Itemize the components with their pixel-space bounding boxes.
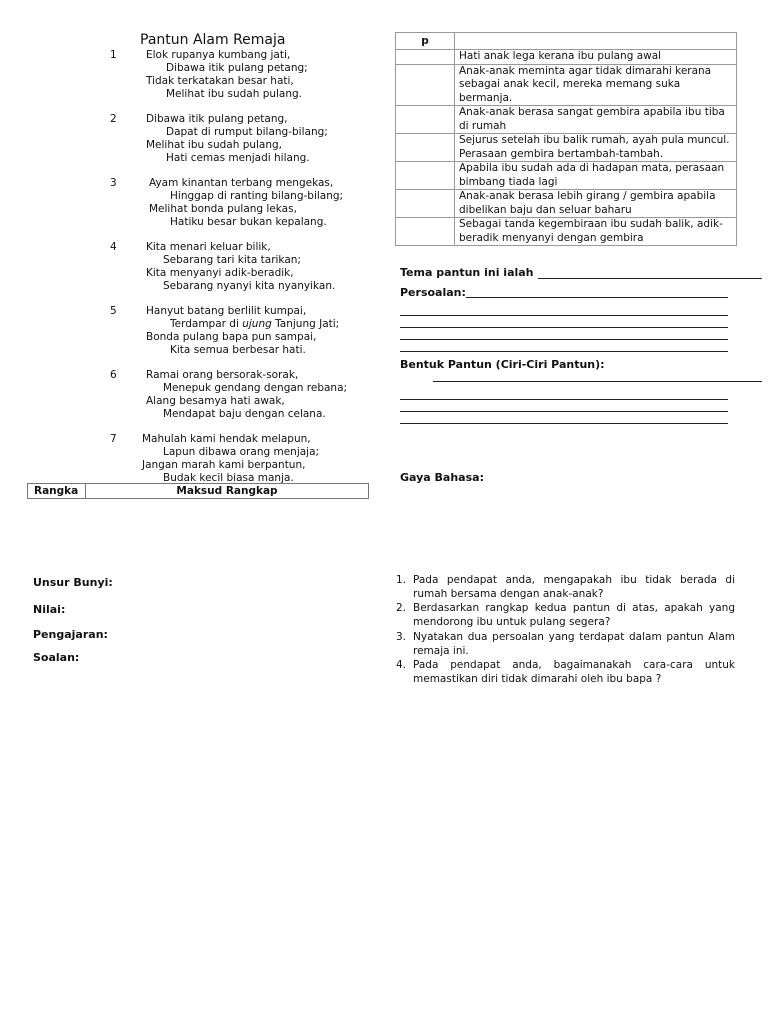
unsur-bunyi-label: Unsur Bunyi: [33, 576, 113, 589]
question-text: Pada pendapat anda, mengapakah ibu tidak berada di rumah bersama dengan anak-anak? [413, 574, 735, 600]
question-item [396, 659, 735, 686]
poem-line: Dapat di rumput bilang-bilang; [166, 126, 328, 138]
question-number: 2. [396, 602, 407, 615]
poem-line: Ramai orang bersorak-sorak, [146, 369, 299, 381]
stanza-number: 1 [110, 49, 117, 61]
meaning-table-header-value [455, 33, 737, 50]
persoalan-label: Persoalan: [400, 286, 466, 299]
poem-line: Menepuk gendang dengan rebana; [163, 382, 348, 394]
poem-line: Kita menyanyi adik-beradik, [146, 267, 294, 279]
poem-line: Dibawa itik pulang petang, [146, 113, 288, 125]
poem-line: Melihat bonda pulang lekas, [149, 203, 297, 215]
poem-line-italic: ujung [242, 318, 272, 330]
meaning-cell: Anak-anak meminta agar tidak dimarahi kerana sebagai anak kecil, mereka memang suka bermanja. [455, 64, 737, 106]
meaning-table-header-key: p [396, 33, 455, 50]
bentuk-answer-line[interactable] [400, 399, 728, 400]
persoalan-answer-line[interactable] [400, 315, 728, 316]
poem-line: Alang besamya hati awak, [146, 395, 285, 407]
meaning-cell: Sebagai tanda kegembiraan ibu sudah balik, adik-beradik menyanyi dengan gembira [455, 218, 737, 246]
poem-line: Melihat ibu sudah pulang. [166, 88, 303, 100]
table-row [396, 134, 737, 162]
bentuk-answer-line[interactable] [400, 411, 728, 412]
table-row [396, 50, 737, 65]
poem-line [170, 318, 339, 331]
table-row [396, 162, 737, 190]
poem-line: Lapun dibawa orang menjaja; [163, 446, 320, 458]
table-row [396, 218, 737, 246]
persoalan-answer-line[interactable] [400, 351, 728, 352]
tema-answer-line[interactable] [538, 278, 762, 279]
poem-line: Jangan marah kami berpantun, [142, 459, 306, 471]
poem-line: Sebarang tari kita tarikan; [163, 254, 301, 266]
maksud-rangkap-header: Maksud Rangkap [176, 485, 278, 497]
question-text: Pada pendapat anda, bagaimanakah cara-cara untuk memastikan diri tidak dimarahi oleh ibu bapa ? [413, 659, 735, 685]
persoalan-answer-line[interactable] [466, 297, 728, 298]
poem-line: Hanyut batang berlilit kumpai, [146, 305, 307, 317]
poem-line-part: Terdampar di [170, 318, 239, 330]
poem-line: Budak kecil biasa manja. [163, 472, 294, 484]
poem-line: Kita semua berbesar hati. [170, 344, 306, 356]
bentuk-answer-line[interactable] [433, 381, 762, 382]
poem-title: Pantun Alam Remaja [140, 32, 286, 48]
persoalan-answer-line[interactable] [400, 339, 728, 340]
nilai-label: Nilai: [33, 603, 66, 616]
poem-line: Melihat ibu sudah pulang, [146, 139, 283, 151]
table-row [396, 190, 737, 218]
stanza-number: 2 [110, 113, 117, 125]
soalan-label: Soalan: [33, 651, 80, 664]
poem-line: Hinggap di ranting bilang-bilang; [170, 190, 344, 202]
poem-line: Tidak terkatakan besar hati, [146, 75, 294, 87]
question-item [396, 602, 735, 629]
poem-line-part: Tanjung Jati; [275, 318, 340, 330]
meaning-table-header-row [396, 33, 737, 50]
persoalan-answer-line[interactable] [400, 327, 728, 328]
rangkap-header: Rangka [28, 484, 86, 498]
questions-list [396, 574, 735, 688]
poem-line: Ayam kinantan terbang mengekas, [149, 177, 334, 189]
question-number: 4. [396, 659, 407, 672]
poem-line: Dibawa itik pulang petang; [166, 62, 308, 74]
rangkap-table [27, 483, 369, 499]
meaning-table [395, 32, 737, 246]
pengajaran-label: Pengajaran: [33, 628, 108, 641]
poem-line: Elok rupanya kumbang jati, [146, 49, 291, 61]
bentuk-answer-line[interactable] [400, 423, 728, 424]
question-item [396, 574, 735, 601]
question-text: Berdasarkan rangkap kedua pantun di atas, apakah yang mendorong ibu untuk pulang segera? [413, 602, 735, 629]
stanza-number: 7 [110, 433, 117, 445]
table-row [396, 64, 737, 106]
stanza-number: 5 [110, 305, 117, 317]
stanza-number: 4 [110, 241, 117, 253]
poem-line: Mendapat baju dengan celana. [163, 408, 326, 420]
meaning-cell: Anak-anak berasa lebih girang / gembira apabila dibelikan baju dan seluar baharu [455, 190, 737, 218]
poem-line: Hatiku besar bukan kepalang. [170, 216, 327, 228]
poem-line: Sebarang nyanyi kita nyanyikan. [163, 280, 336, 292]
question-number: 3. [396, 630, 407, 643]
meaning-cell: Hati anak lega kerana ibu pulang awal [455, 50, 737, 65]
poem-line: Kita menari keluar bilik, [146, 241, 271, 253]
stanza-number: 6 [110, 369, 117, 381]
poem-line: Mahulah kami hendak melapun, [142, 433, 311, 445]
meaning-cell: Sejurus setelah ibu balik rumah, ayah pula muncul. Perasaan gembira bertambah-tambah. [455, 134, 737, 162]
stanza-number: 3 [110, 177, 117, 189]
poem-line: Hati cemas menjadi hilang. [166, 152, 310, 164]
gaya-bahasa-label: Gaya Bahasa: [400, 471, 484, 484]
poem-line: Bonda pulang bapa pun sampai, [146, 331, 317, 343]
meaning-cell: Apabila ibu sudah ada di hadapan mata, perasaan bimbang tiada lagi [455, 162, 737, 190]
question-item [396, 631, 735, 658]
meaning-cell: Anak-anak berasa sangat gembira apabila ibu tiba di rumah [455, 106, 737, 134]
tema-label: Tema pantun ini ialah [400, 266, 534, 279]
table-row [396, 106, 737, 134]
question-number: 1. [396, 574, 407, 586]
bentuk-pantun-label: Bentuk Pantun (Ciri-Ciri Pantun): [400, 358, 605, 371]
question-text: Nyatakan dua persoalan yang terdapat dalam pantun Alam remaja ini. [413, 630, 735, 657]
